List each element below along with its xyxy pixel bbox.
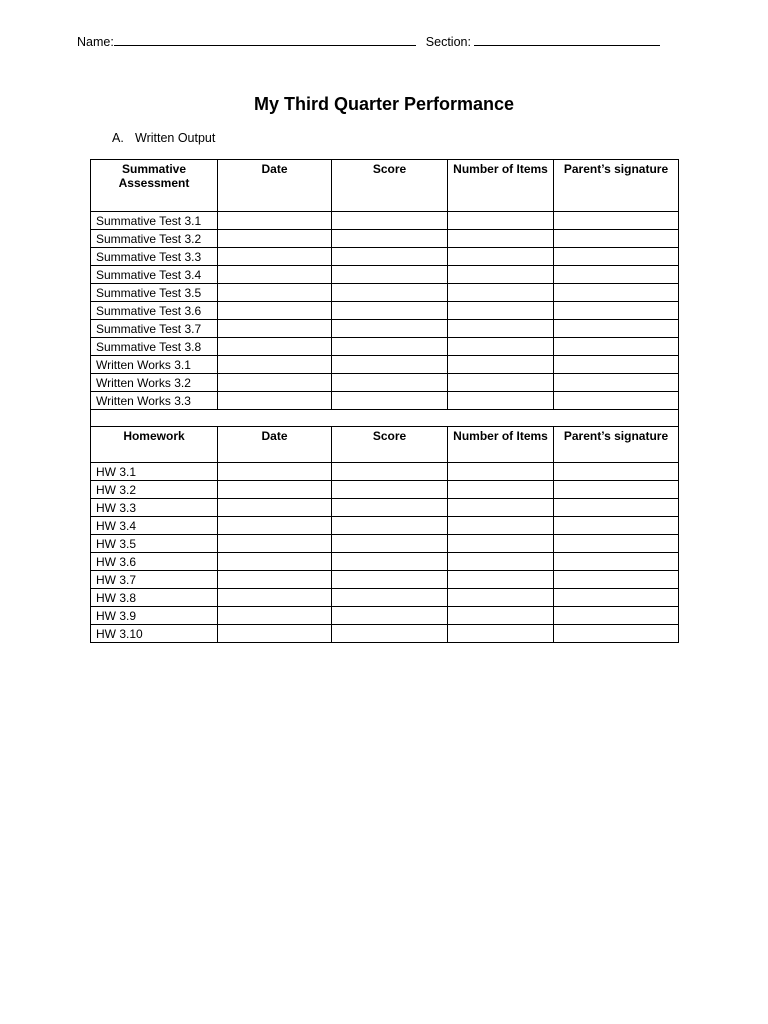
blank-cell[interactable] — [218, 320, 332, 338]
row-label: Summative Test 3.7 — [91, 320, 218, 338]
table-row — [91, 374, 679, 392]
blank-cell[interactable] — [448, 392, 554, 410]
name-label: Name: — [77, 35, 114, 49]
blank-cell[interactable] — [218, 302, 332, 320]
row-label: Summative Test 3.3 — [91, 248, 218, 266]
table-row — [91, 481, 679, 499]
row-label: HW 3.2 — [91, 481, 218, 499]
table-row — [91, 266, 679, 284]
performance-table — [90, 159, 679, 643]
blank-cell[interactable] — [554, 535, 679, 553]
section-a-label: Written Output — [135, 131, 216, 145]
blank-cell[interactable] — [332, 517, 448, 535]
table-row — [91, 517, 679, 535]
row-label: HW 3.7 — [91, 571, 218, 589]
column-header: Score — [332, 160, 448, 212]
column-header: Date — [218, 160, 332, 212]
table-row — [91, 230, 679, 248]
row-label: Summative Test 3.8 — [91, 338, 218, 356]
column-header: Summative Assessment — [91, 160, 218, 212]
blank-cell[interactable] — [332, 589, 448, 607]
blank-cell[interactable] — [554, 266, 679, 284]
blank-cell[interactable] — [448, 535, 554, 553]
row-label: HW 3.9 — [91, 607, 218, 625]
blank-cell[interactable] — [554, 517, 679, 535]
blank-cell[interactable] — [332, 356, 448, 374]
blank-cell[interactable] — [554, 481, 679, 499]
blank-cell[interactable] — [554, 356, 679, 374]
blank-cell[interactable] — [448, 374, 554, 392]
page-title: My Third Quarter Performance — [253, 94, 515, 114]
blank-cell[interactable] — [448, 248, 554, 266]
blank-cell[interactable] — [448, 212, 554, 230]
blank-cell[interactable] — [554, 248, 679, 266]
blank-cell[interactable] — [218, 481, 332, 499]
blank-cell[interactable] — [218, 212, 332, 230]
column-header: Number of Items — [448, 160, 554, 212]
table2-header-row — [91, 427, 679, 463]
blank-cell[interactable] — [448, 571, 554, 589]
table-row — [91, 535, 679, 553]
column-header: Number of Items — [448, 427, 554, 463]
table-row — [91, 320, 679, 338]
section-a-letter: A. — [112, 131, 124, 145]
row-label: HW 3.10 — [91, 625, 218, 643]
table-row — [91, 302, 679, 320]
row-label: HW 3.8 — [91, 589, 218, 607]
blank-cell[interactable] — [332, 392, 448, 410]
table-row — [91, 589, 679, 607]
blank-cell[interactable] — [332, 266, 448, 284]
blank-cell[interactable] — [218, 248, 332, 266]
row-label: Written Works 3.2 — [91, 374, 218, 392]
blank-cell[interactable] — [218, 589, 332, 607]
blank-cell[interactable] — [218, 517, 332, 535]
blank-cell[interactable] — [554, 625, 679, 643]
blank-cell[interactable] — [218, 230, 332, 248]
blank-cell[interactable] — [448, 589, 554, 607]
blank-cell[interactable] — [332, 248, 448, 266]
table-row — [91, 284, 679, 302]
row-label: HW 3.1 — [91, 463, 218, 481]
row-label: Summative Test 3.4 — [91, 266, 218, 284]
table-row — [91, 553, 679, 571]
blank-cell[interactable] — [554, 320, 679, 338]
blank-cell[interactable] — [218, 499, 332, 517]
blank-cell[interactable] — [448, 302, 554, 320]
blank-cell[interactable] — [448, 607, 554, 625]
blank-cell[interactable] — [448, 284, 554, 302]
blank-cell[interactable] — [448, 517, 554, 535]
table-row — [91, 248, 679, 266]
row-label: HW 3.6 — [91, 553, 218, 571]
blank-cell[interactable] — [554, 392, 679, 410]
blank-cell[interactable] — [332, 230, 448, 248]
blank-cell[interactable] — [218, 284, 332, 302]
row-label: Summative Test 3.5 — [91, 284, 218, 302]
row-label: HW 3.3 — [91, 499, 218, 517]
blank-cell[interactable] — [332, 212, 448, 230]
table-row — [91, 607, 679, 625]
column-header: Parent’s signature — [554, 427, 679, 463]
blank-cell[interactable] — [332, 553, 448, 571]
table1-header-row — [91, 160, 679, 212]
blank-cell[interactable] — [554, 607, 679, 625]
blank-cell[interactable] — [218, 392, 332, 410]
blank-cell[interactable] — [554, 499, 679, 517]
blank-cell[interactable] — [332, 571, 448, 589]
blank-cell[interactable] — [218, 535, 332, 553]
blank-cell[interactable] — [448, 553, 554, 571]
blank-cell[interactable] — [554, 230, 679, 248]
blank-cell[interactable] — [554, 284, 679, 302]
blank-cell[interactable] — [332, 481, 448, 499]
blank-cell[interactable] — [554, 553, 679, 571]
blank-cell[interactable] — [332, 338, 448, 356]
row-label: Summative Test 3.2 — [91, 230, 218, 248]
blank-cell[interactable] — [218, 463, 332, 481]
blank-cell[interactable] — [448, 230, 554, 248]
blank-cell[interactable] — [448, 356, 554, 374]
section-blank[interactable] — [474, 33, 660, 46]
table-row — [91, 625, 679, 643]
blank-cell[interactable] — [332, 499, 448, 517]
blank-cell[interactable] — [448, 320, 554, 338]
blank-cell[interactable] — [448, 499, 554, 517]
blank-cell[interactable] — [554, 571, 679, 589]
row-label: Summative Test 3.6 — [91, 302, 218, 320]
row-label: HW 3.4 — [91, 517, 218, 535]
table-row — [91, 499, 679, 517]
column-header: Score — [332, 427, 448, 463]
blank-cell[interactable] — [554, 463, 679, 481]
blank-cell[interactable] — [332, 625, 448, 643]
section-a-heading — [112, 131, 215, 145]
blank-cell[interactable] — [554, 338, 679, 356]
row-label: Written Works 3.1 — [91, 356, 218, 374]
blank-cell[interactable] — [448, 463, 554, 481]
name-blank[interactable] — [114, 33, 416, 46]
table-row — [91, 356, 679, 374]
column-header: Date — [218, 427, 332, 463]
blank-cell[interactable] — [448, 481, 554, 499]
blank-cell[interactable] — [554, 302, 679, 320]
blank-cell[interactable] — [218, 607, 332, 625]
blank-cell[interactable] — [448, 266, 554, 284]
spacer-row — [91, 410, 679, 427]
blank-cell[interactable] — [218, 625, 332, 643]
blank-cell[interactable] — [554, 374, 679, 392]
table-row — [91, 338, 679, 356]
blank-cell[interactable] — [332, 535, 448, 553]
blank-cell[interactable] — [332, 284, 448, 302]
blank-cell[interactable] — [218, 338, 332, 356]
column-header: Homework — [91, 427, 218, 463]
blank-cell[interactable] — [218, 571, 332, 589]
blank-cell[interactable] — [218, 374, 332, 392]
spacer-cell — [91, 410, 679, 427]
table-row — [91, 392, 679, 410]
blank-cell[interactable] — [332, 374, 448, 392]
blank-cell[interactable] — [448, 338, 554, 356]
row-label: Summative Test 3.1 — [91, 212, 218, 230]
section-label: Section: — [425, 35, 471, 49]
blank-cell[interactable] — [554, 589, 679, 607]
row-label: HW 3.5 — [91, 535, 218, 553]
blank-cell[interactable] — [554, 212, 679, 230]
blank-cell[interactable] — [332, 302, 448, 320]
blank-cell[interactable] — [218, 553, 332, 571]
blank-cell[interactable] — [332, 320, 448, 338]
row-label: Written Works 3.3 — [91, 392, 218, 410]
column-header: Parent’s signature — [554, 160, 679, 212]
blank-cell[interactable] — [218, 266, 332, 284]
blank-cell[interactable] — [218, 356, 332, 374]
table-row — [91, 571, 679, 589]
blank-cell[interactable] — [332, 607, 448, 625]
blank-cell[interactable] — [448, 625, 554, 643]
name-section-line — [77, 33, 660, 49]
table-row — [91, 463, 679, 481]
blank-cell[interactable] — [332, 463, 448, 481]
table-row — [91, 212, 679, 230]
